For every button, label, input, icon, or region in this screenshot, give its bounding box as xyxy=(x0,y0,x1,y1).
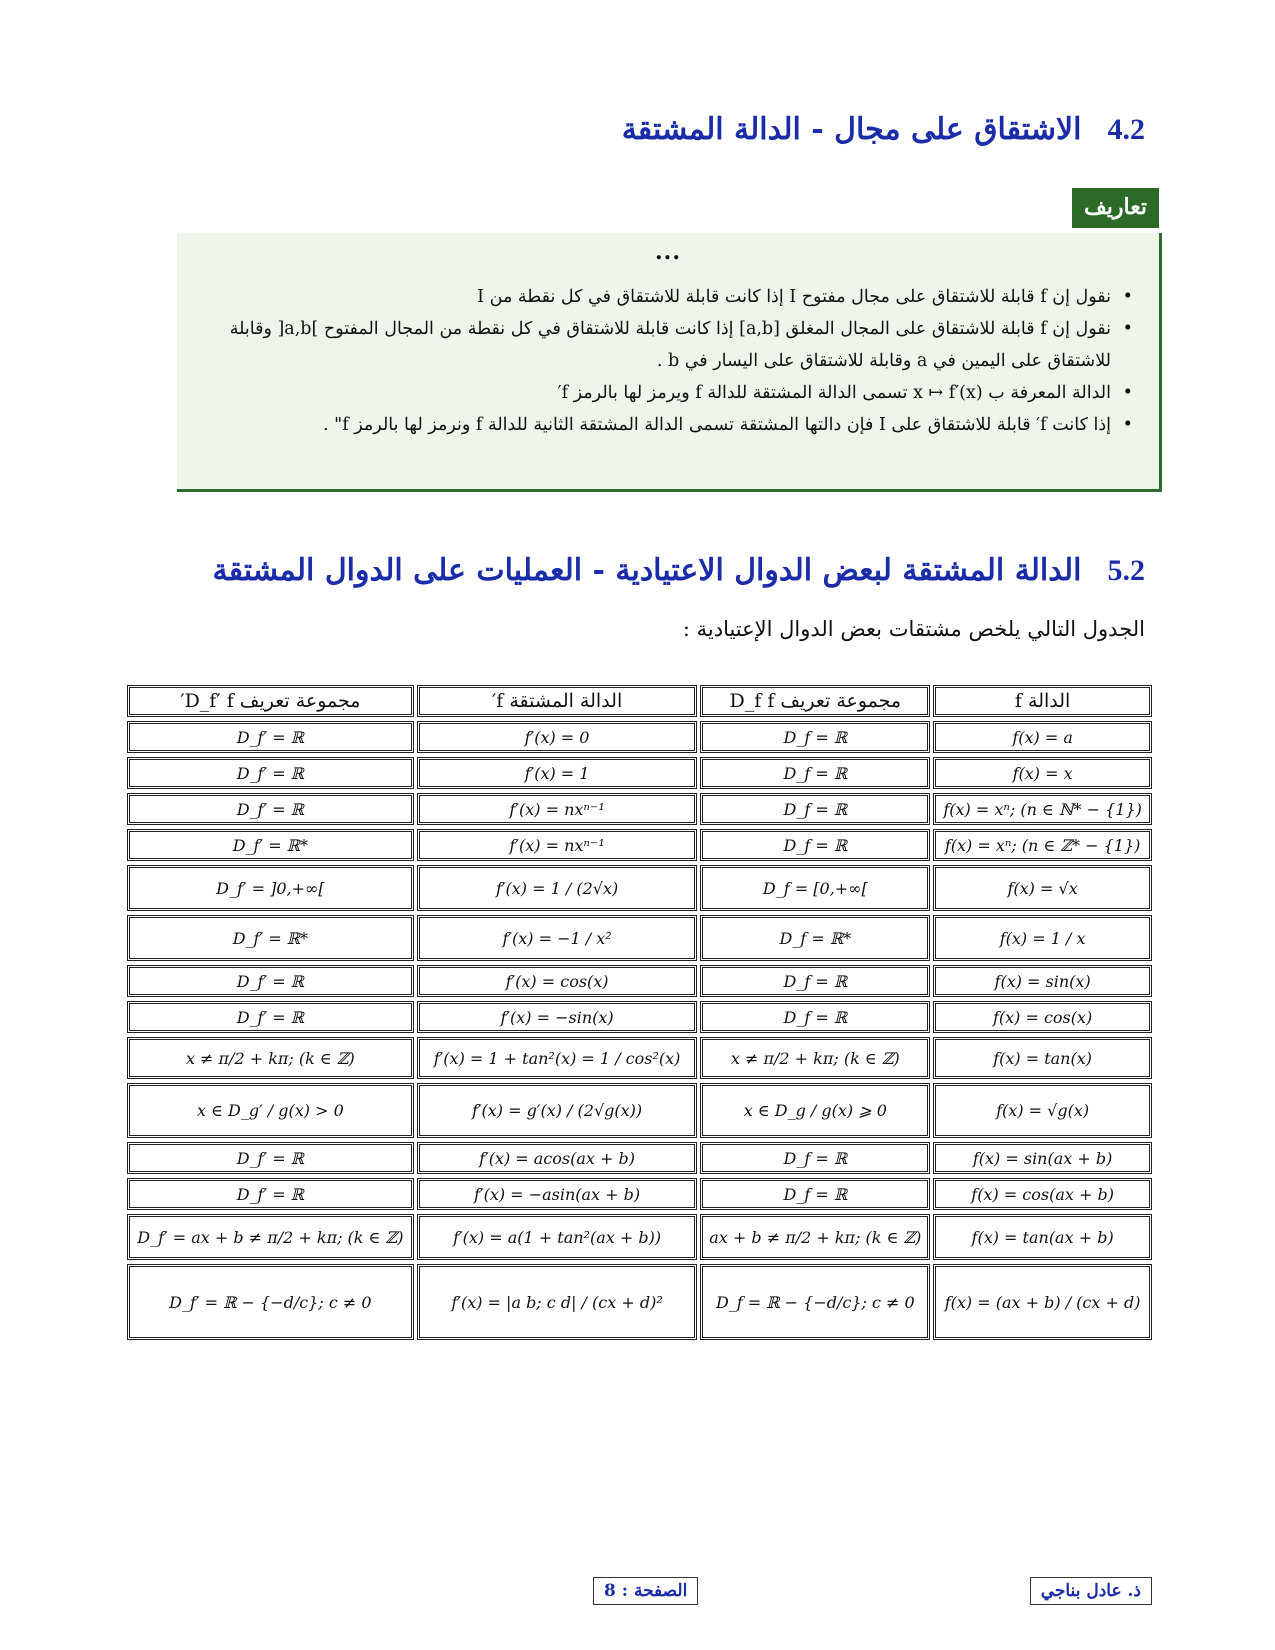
table-cell: f(x) = xⁿ; (n ∈ ℤ* − {1}) xyxy=(933,829,1152,861)
table-cell: D_f = ℝ xyxy=(700,1001,930,1033)
table-cell: f′(x) = 1 + tan²(x) = 1 / cos²(x) xyxy=(417,1037,698,1079)
table-cell: f′(x) = −sin(x) xyxy=(417,1001,698,1033)
definitions-box xyxy=(177,194,1162,492)
definition-item: • الدالة المعرفة ب x ↦ f′(x) تسمى الدالة المشتقة للدالة f ويرمز لها بالرمز f′ xyxy=(203,377,1133,409)
table-cell: f′(x) = 1 / (2√x) xyxy=(417,865,698,911)
table-row xyxy=(127,865,1152,911)
definition-item: • إذا كانت f′ قابلة للاشتقاق على I فإن دالتها المشتقة تسمى الدالة المشتقة الثانية للدالة f ونرمز لها بالرمز f" . xyxy=(203,409,1133,441)
section-heading: الدالة المشتقة لبعض الدوال الاعتيادية - العمليات على الدوال المشتقة xyxy=(212,553,1082,588)
table-cell: x ∈ D_g′ / g(x) > 0 xyxy=(127,1083,414,1138)
table-row xyxy=(127,965,1152,997)
section-title-4-2 xyxy=(622,112,1145,147)
table-cell: D_f′ = ℝ xyxy=(127,757,414,789)
table-cell: ax + b ≠ π/2 + kπ; (k ∈ ℤ) xyxy=(700,1214,930,1260)
section-heading: الاشتقاق على مجال - الدالة المشتقة xyxy=(621,112,1082,147)
table-cell: f′(x) = −asin(ax + b) xyxy=(417,1178,698,1210)
table-cell: f(x) = sin(ax + b) xyxy=(933,1142,1152,1174)
table-cell: f′(x) = g′(x) / (2√g(x)) xyxy=(417,1083,698,1138)
header-cell: مجموعة تعريف D_f′ f′ xyxy=(127,685,414,717)
header-cell: مجموعة تعريف D_f f xyxy=(700,685,930,717)
table-cell: f′(x) = cos(x) xyxy=(417,965,698,997)
table-row xyxy=(127,1083,1152,1138)
table-cell: f(x) = 1 / x xyxy=(933,915,1152,961)
section-number: 4.2 xyxy=(1107,113,1145,146)
table-cell: D_f′ = ℝ* xyxy=(127,915,414,961)
table-cell: D_f′ = ]0,+∞[ xyxy=(127,865,414,911)
table-cell: f(x) = (ax + b) / (cx + d) xyxy=(933,1264,1152,1340)
table-cell: f(x) = tan(x) xyxy=(933,1037,1152,1079)
table-cell: D_f′ = ℝ xyxy=(127,793,414,825)
table-cell: D_f′ = ℝ xyxy=(127,1142,414,1174)
table-cell: f′(x) = 0 xyxy=(417,721,698,753)
table-cell: D_f = ℝ xyxy=(700,793,930,825)
table-cell: f(x) = cos(ax + b) xyxy=(933,1178,1152,1210)
table-cell: f(x) = x xyxy=(933,757,1152,789)
header-cell: الدالة f xyxy=(933,685,1152,717)
table-cell: D_f = ℝ xyxy=(700,721,930,753)
table-cell: f(x) = √x xyxy=(933,865,1152,911)
table-cell: f′(x) = a(1 + tan²(ax + b)) xyxy=(417,1214,698,1260)
table-cell: f(x) = cos(x) xyxy=(933,1001,1152,1033)
table-cell: f′(x) = 1 xyxy=(417,757,698,789)
table-row xyxy=(127,1001,1152,1033)
page-number: الصفحة : 8 xyxy=(593,1577,698,1605)
table-cell: D_f = ℝ xyxy=(700,829,930,861)
table-row xyxy=(127,1037,1152,1079)
table-cell: D_f = ℝ − {−d/c}; c ≠ 0 xyxy=(700,1264,930,1340)
table-cell: D_f′ = ℝ xyxy=(127,1178,414,1210)
table-cell: D_f′ = ℝ xyxy=(127,1001,414,1033)
table-row xyxy=(127,829,1152,861)
table-cell: f(x) = xⁿ; (n ∈ ℕ* − {1}) xyxy=(933,793,1152,825)
table-row xyxy=(127,915,1152,961)
table-row xyxy=(127,1178,1152,1210)
definition-item: • نقول إن f قابلة للاشتقاق على المجال المغلق [a,b] إذا كانت قابلة للاشتقاق في كل نقطة من المجال المفتوح ]a,b[ وقابلة للاشتقاق على اليمين في a وقابلة للاشتقاق على اليسار في b . xyxy=(203,313,1133,377)
table-cell: D_f′ = ℝ xyxy=(127,965,414,997)
table-cell: D_f′ = ℝ* xyxy=(127,829,414,861)
section-number: 5.2 xyxy=(1107,554,1145,587)
table-cell: f(x) = sin(x) xyxy=(933,965,1152,997)
table-cell: f′(x) = −1 / x² xyxy=(417,915,698,961)
table-cell: x ≠ π/2 + kπ; (k ∈ ℤ) xyxy=(700,1037,930,1079)
table-cell: D_f = [0,+∞[ xyxy=(700,865,930,911)
definitions-list xyxy=(203,281,1133,441)
table-row xyxy=(127,1214,1152,1260)
table-cell: f(x) = a xyxy=(933,721,1152,753)
table-cell: f′(x) = |a b; c d| / (cx + d)² xyxy=(417,1264,698,1340)
table-cell: x ≠ π/2 + kπ; (k ∈ ℤ) xyxy=(127,1037,414,1079)
definitions-tag: تعاريف xyxy=(1072,188,1159,228)
table-cell: D_f′ = ℝ xyxy=(127,721,414,753)
table-row xyxy=(127,1142,1152,1174)
section-title-5-2 xyxy=(212,553,1145,588)
table-row xyxy=(127,793,1152,825)
table-row xyxy=(127,757,1152,789)
table-cell: x ∈ D_g / g(x) ⩾ 0 xyxy=(700,1083,930,1138)
author-name: ذ. عادل بناجي xyxy=(1030,1577,1152,1605)
table-cell: D_f = ℝ xyxy=(700,965,930,997)
ellipsis: ... xyxy=(655,239,681,265)
table-cell: f(x) = √g(x) xyxy=(933,1083,1152,1138)
table-body xyxy=(127,721,1152,1340)
definition-item: • نقول إن f قابلة للاشتقاق على مجال مفتوح I إذا كانت قابلة للاشتقاق في كل نقطة من I xyxy=(203,281,1133,313)
table-header-row xyxy=(127,685,1152,717)
table-cell: D_f′ = ℝ − {−d/c}; c ≠ 0 xyxy=(127,1264,414,1340)
table-cell: D_f = ℝ xyxy=(700,757,930,789)
table-cell: D_f = ℝ* xyxy=(700,915,930,961)
table-row xyxy=(127,721,1152,753)
table-cell: f′(x) = acos(ax + b) xyxy=(417,1142,698,1174)
table-cell: D_f = ℝ xyxy=(700,1178,930,1210)
header-cell: الدالة المشتقة f′ xyxy=(417,685,698,717)
table-cell: f′(x) = nxⁿ⁻¹ xyxy=(417,793,698,825)
table-cell: D_f′ = ax + b ≠ π/2 + kπ; (k ∈ ℤ) xyxy=(127,1214,414,1260)
derivatives-table xyxy=(127,685,1152,1344)
table-row xyxy=(127,1264,1152,1340)
table-cell: f′(x) = nxⁿ⁻¹ xyxy=(417,829,698,861)
table-cell: D_f = ℝ xyxy=(700,1142,930,1174)
table-intro: الجدول التالي يلخص مشتقات بعض الدوال الإعتيادية : xyxy=(682,617,1145,641)
table-cell: f(x) = tan(ax + b) xyxy=(933,1214,1152,1260)
